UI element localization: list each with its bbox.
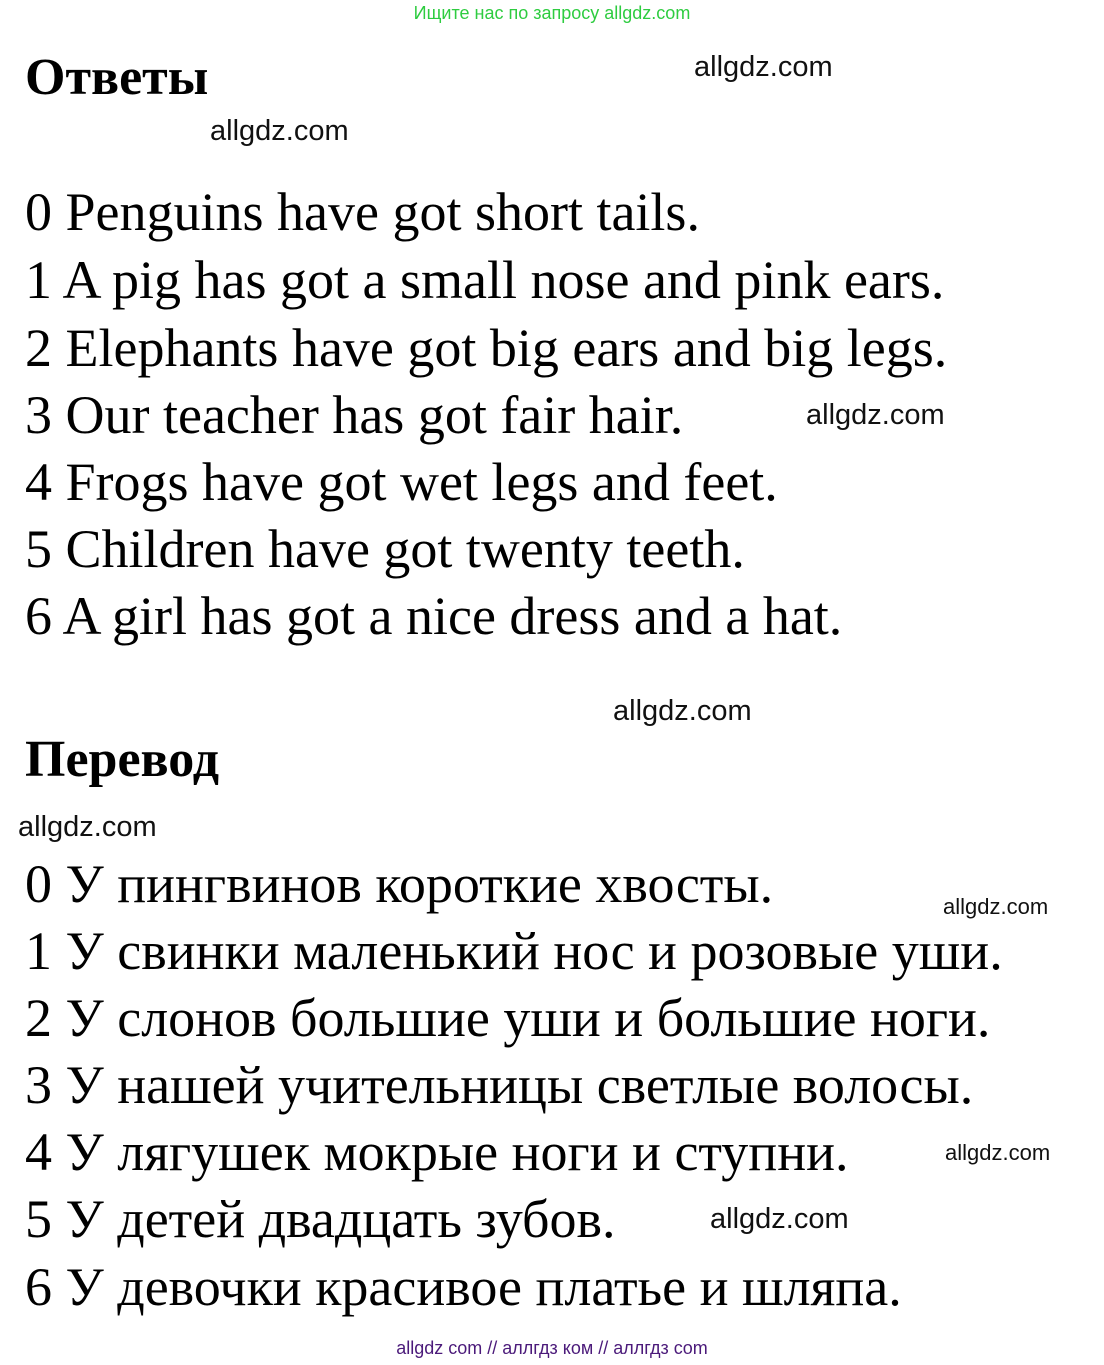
- bottom-banner: allgdz com // аллгдз ком // аллгдз com: [396, 1338, 708, 1358]
- top-banner: Ищите нас по запросу allgdz.com: [413, 3, 691, 23]
- answers-heading: Ответы: [25, 49, 209, 106]
- answer-line: 6 A girl has got a nice dress and a hat.: [25, 586, 843, 646]
- answer-line: 3 Our teacher has got fair hair.: [25, 385, 684, 445]
- translation-line: 2 У слонов большие уши и большие ноги.: [25, 988, 991, 1048]
- watermark: allgdz.com: [710, 1203, 849, 1235]
- answer-line: 2 Elephants have got big ears and big legs.: [25, 318, 948, 378]
- translation-line: 3 У нашей учительницы светлые волосы.: [25, 1055, 974, 1115]
- watermark: allgdz.com: [210, 115, 349, 147]
- watermark: allgdz.com: [943, 894, 1049, 919]
- answer-line: 4 Frogs have got wet legs and feet.: [25, 452, 778, 512]
- translation-line: 0 У пингвинов короткие хвосты.: [25, 854, 774, 914]
- translation-line: 4 У лягушек мокрые ноги и ступни.: [25, 1122, 849, 1182]
- answer-line: 0 Penguins have got short tails.: [25, 182, 700, 242]
- translation-heading: Перевод: [25, 731, 220, 788]
- answer-line: 1 A pig has got a small nose and pink ears.: [25, 250, 945, 310]
- translation-line: 1 У свинки маленький нос и розовые уши.: [25, 921, 1003, 981]
- watermark: allgdz.com: [18, 811, 157, 843]
- answer-line: 5 Children have got twenty teeth.: [25, 519, 745, 579]
- watermark: allgdz.com: [613, 695, 752, 727]
- watermark: allgdz.com: [806, 399, 945, 431]
- watermark: allgdz.com: [945, 1140, 1051, 1165]
- translation-line: 6 У девочки красивое платье и шляпа.: [25, 1257, 902, 1317]
- translation-line: 5 У детей двадцать зубов.: [25, 1189, 616, 1249]
- watermark: allgdz.com: [694, 51, 833, 83]
